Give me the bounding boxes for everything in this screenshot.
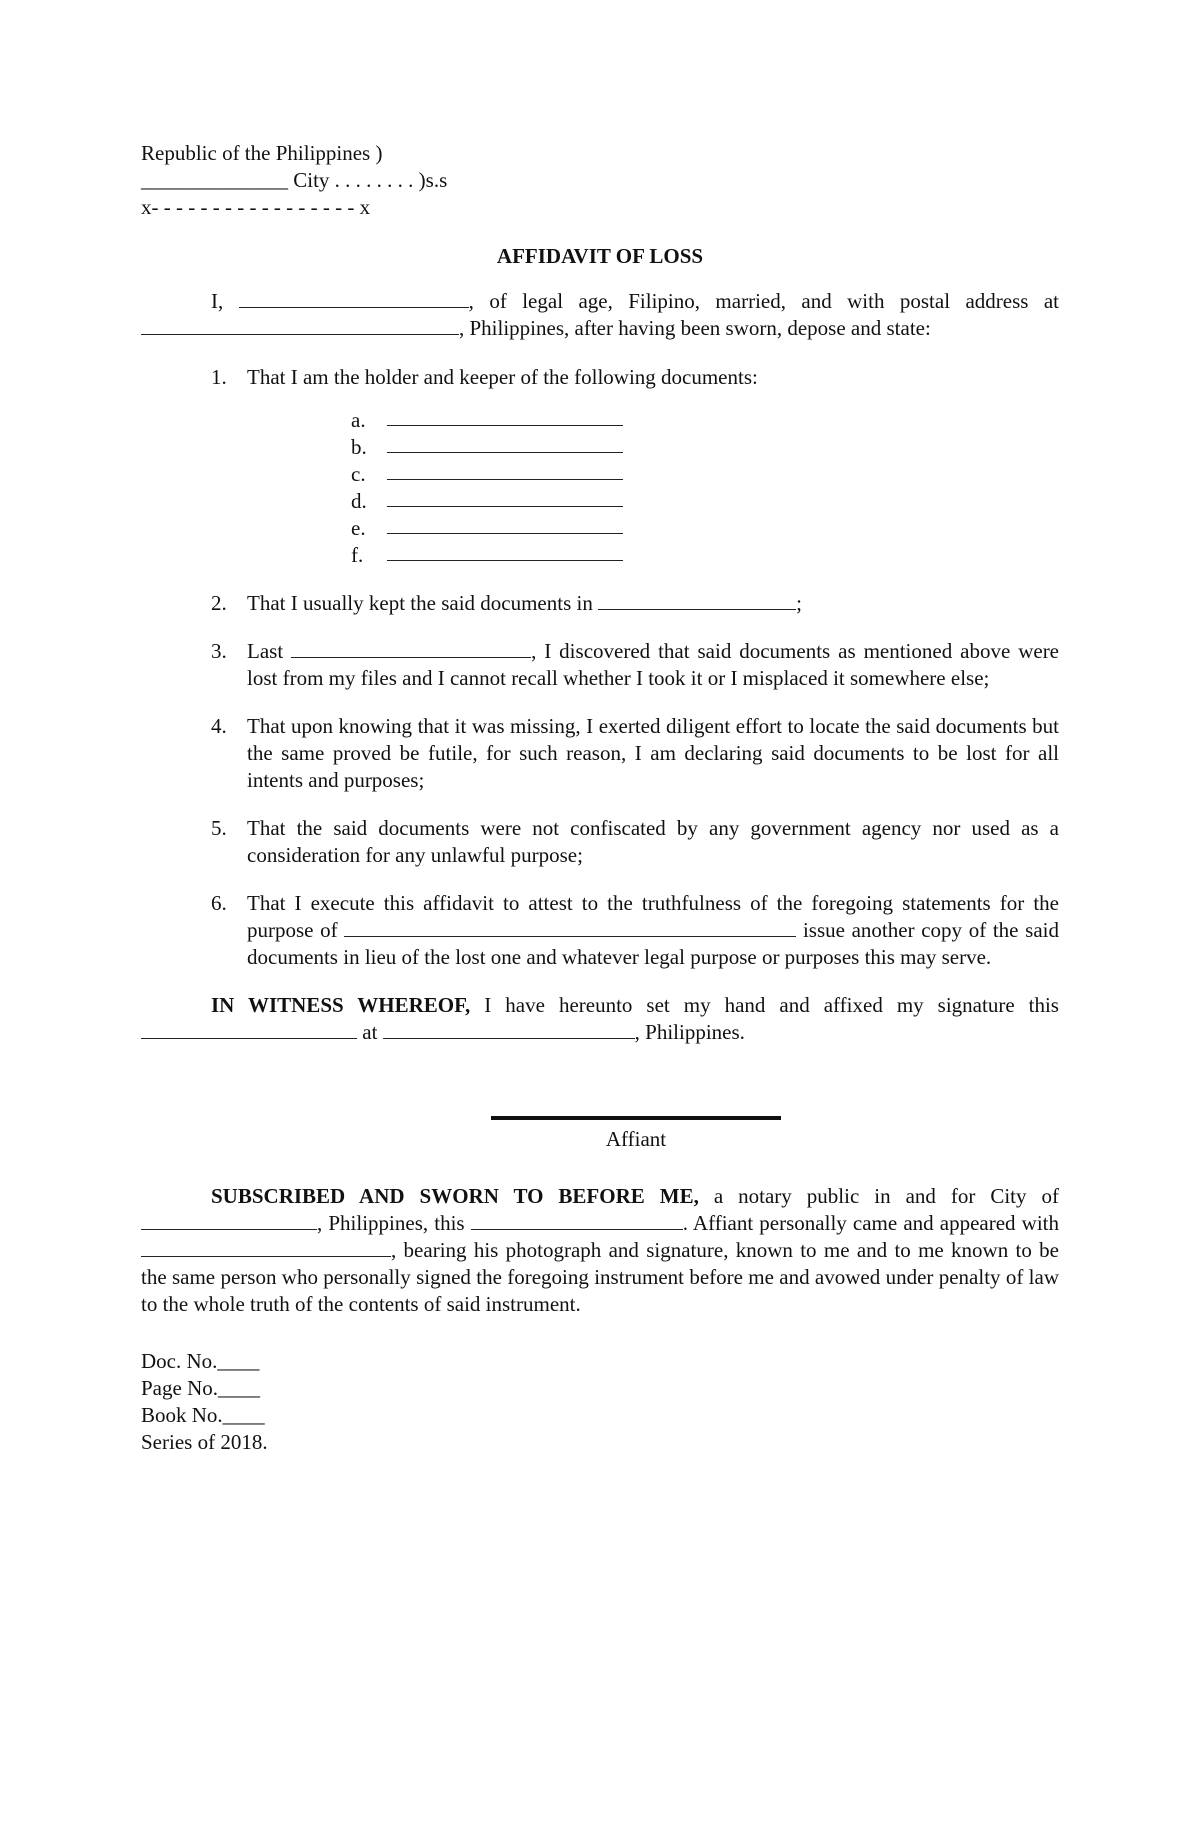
statement-item xyxy=(141,815,1059,869)
date-discovered-blank[interactable] xyxy=(291,639,531,658)
statement-number: 5. xyxy=(211,816,227,840)
caption-republic: Republic of the Philippines ) xyxy=(141,141,383,165)
affiant-name-blank[interactable] xyxy=(239,289,469,308)
document-blank[interactable] xyxy=(387,407,623,426)
document-line xyxy=(247,542,1059,569)
jurat-text-1: a notary public in and for City of xyxy=(698,1184,1059,1208)
statement-number: 6. xyxy=(211,891,227,915)
statement-text: That I usually kept the said documents in xyxy=(247,591,599,615)
postal-address-blank[interactable] xyxy=(141,316,459,335)
id-presented-blank[interactable] xyxy=(141,1238,391,1257)
document-letter: b. xyxy=(351,435,367,459)
statement-number: 4. xyxy=(211,714,227,738)
document-line xyxy=(247,488,1059,515)
document-line xyxy=(247,515,1059,542)
series-year: Series of 2018. xyxy=(141,1430,268,1454)
jurat-text-3: . Affiant personally came and appeared with xyxy=(682,1211,1059,1235)
intro-text-1: I, xyxy=(211,289,239,313)
signing-place-blank[interactable] xyxy=(383,1020,635,1039)
jurat-paragraph xyxy=(141,1183,1059,1318)
statement-item xyxy=(141,638,1059,692)
document-blank[interactable] xyxy=(387,542,623,561)
statement-text: That I execute this affidavit to attest to the truthfulness of the foregoing statements for the purpose of xyxy=(247,891,1059,942)
statement-item xyxy=(141,890,1059,971)
witness-paragraph xyxy=(141,992,1059,1046)
document-line xyxy=(247,407,1059,434)
documents-sublist xyxy=(247,407,1059,569)
document-letter: a. xyxy=(351,408,366,432)
statement-text: That I am the holder and keeper of the following documents: xyxy=(247,365,758,389)
notarial-register xyxy=(141,1348,1059,1456)
notary-city-blank[interactable] xyxy=(141,1211,317,1230)
document-letter: c. xyxy=(351,462,366,486)
witness-text-1: I have hereunto set my hand and affixed my signature this xyxy=(470,993,1059,1017)
document-letter: d. xyxy=(351,489,367,513)
intro-paragraph xyxy=(141,288,1059,342)
jurat-date-blank[interactable] xyxy=(471,1211,683,1230)
jurat-heading: SUBSCRIBED AND SWORN TO BEFORE ME, xyxy=(211,1184,699,1208)
intro-text-3: , Philippines, after having been sworn, depose and state: xyxy=(459,316,931,340)
jurat-text-2: , Philippines, this xyxy=(317,1211,471,1235)
statement-text-end: issue another copy of the said documents in lieu of the lost one and whatever legal purpose or purposes this may serve. xyxy=(247,918,1059,969)
book-number: Book No.____ xyxy=(141,1403,265,1427)
signing-date-blank[interactable] xyxy=(141,1020,357,1039)
affidavit-page xyxy=(141,140,1059,1456)
venue-caption xyxy=(141,140,1059,221)
statement-number: 1. xyxy=(211,365,227,389)
document-line xyxy=(247,434,1059,461)
statement-text: Last xyxy=(247,639,292,663)
caption-city: ______________ City . . . . . . . . )s.s xyxy=(141,168,448,192)
caption-separator: x- - - - - - - - - - - - - - - - - x xyxy=(141,195,371,219)
storage-location-blank[interactable] xyxy=(598,591,796,610)
intro-text-2: , of legal age, Filipino, married, and with postal address at xyxy=(468,289,1059,313)
statement-item xyxy=(141,713,1059,794)
document-title: AFFIDAVIT OF LOSS xyxy=(496,244,704,268)
statement-text: That the said documents were not confiscated by any government agency nor used as a consideration for any unlawful purpose; xyxy=(247,816,1059,867)
statement-number: 2. xyxy=(211,591,227,615)
document-blank[interactable] xyxy=(387,488,623,507)
purpose-blank[interactable] xyxy=(344,918,796,937)
witness-text-2: at xyxy=(357,1020,383,1044)
jurat-text-4: , bearing his photograph and signature, known to me and to me known to be the same person who personally signed the foregoing instrument before me and avowed under penalty of law to the whole truth of the contents of said instrument. xyxy=(141,1238,1059,1316)
witness-text-3: , Philippines. xyxy=(634,1020,745,1044)
statement-text-end: ; xyxy=(796,591,802,615)
document-blank[interactable] xyxy=(387,515,623,534)
document-letter: f. xyxy=(351,543,364,567)
statement-number: 3. xyxy=(211,639,227,663)
statement-text-end: , I discovered that said documents as mentioned above were lost from my files and I cannot recall whether I took it or I misplaced it somewhere else; xyxy=(247,639,1060,690)
doc-number: Doc. No.____ xyxy=(141,1349,260,1373)
page-number: Page No.____ xyxy=(141,1376,260,1400)
document-line xyxy=(247,461,1059,488)
document-blank[interactable] xyxy=(387,461,623,480)
statement-item xyxy=(141,590,1059,617)
witness-heading: IN WITNESS WHEREOF, xyxy=(211,993,471,1017)
affiant-signature-block xyxy=(491,1116,781,1153)
statement-item xyxy=(141,364,1059,569)
signature-line[interactable] xyxy=(491,1116,781,1120)
statements-list xyxy=(141,364,1059,971)
affiant-label: Affiant xyxy=(605,1127,667,1151)
statement-text: That upon knowing that it was missing, I exerted diligent effort to locate the said documents but the same proved be futile, for such reason, I am declaring said documents to be lost for all intents and purposes; xyxy=(247,714,1059,792)
document-letter: e. xyxy=(351,516,366,540)
document-blank[interactable] xyxy=(387,434,623,453)
